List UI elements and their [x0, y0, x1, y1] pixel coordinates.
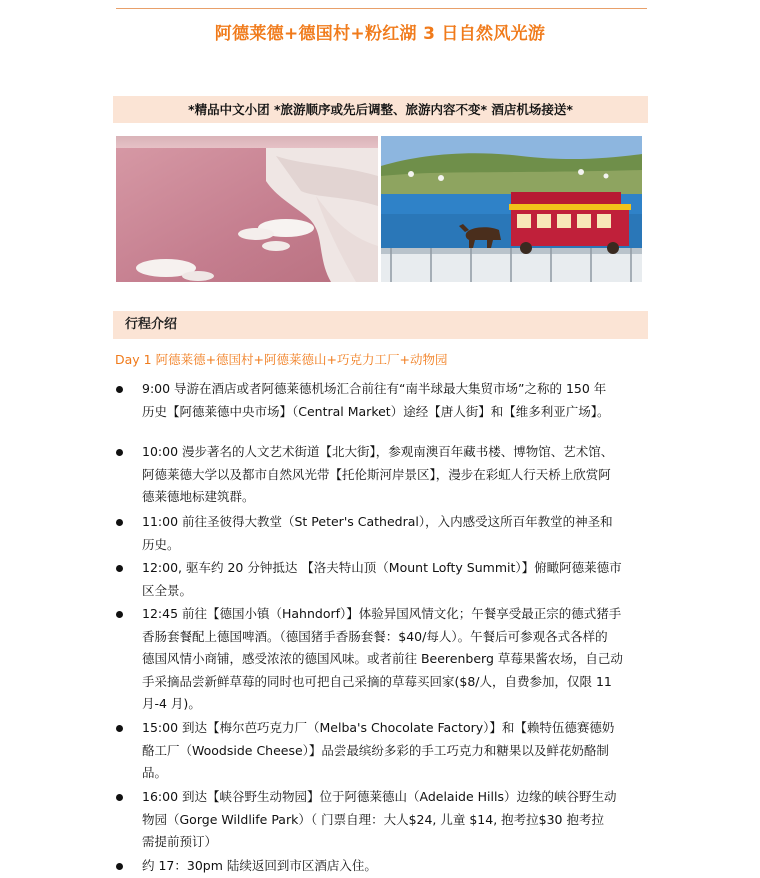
bullet-icon	[116, 519, 123, 526]
list-item: 12:00, 驱车约 20 分钟抵达 【洛夫特山顶（Mount Lofty Summit）】俯瞰阿德莱德市 区全景。	[142, 557, 650, 602]
list-item: 16:00 到达【峡谷野生动物园】位于阿德莱德山（Adelaide Hills）边缘的峡谷野生动 物园（Gorge Wildlife Park）（ 门票自理：大人$24, 儿童 $14, 抱考拉$30 抱考拉 需提前预订）	[142, 786, 650, 854]
list-item: 10:00 漫步著名的人文艺术街道【北大街】，参观南澳百年藏书楼、博物馆、艺术馆、 阿德莱德大学以及都市自然风光带【托伦斯河岸景区】，漫步在彩虹人行天桥上欣赏阿 德莱德地标建筑群。	[142, 441, 650, 509]
list-item: 15:00 到达【梅尔芭巧克力厂（Melba's Chocolate Factory）】和【赖特伍德赛德奶 酪工厂（Woodside Cheese）】品尝最缤纷多彩的手工巧克力和糖果以及鲜花奶酪制 品。	[142, 717, 650, 785]
pink-lake-photo	[116, 136, 378, 282]
bullet-icon	[116, 449, 123, 456]
bullet-icon	[116, 611, 123, 618]
bullet-icon	[116, 863, 123, 870]
bullet-icon	[116, 794, 123, 801]
list-item: 9:00 导游在酒店或者阿德莱德机场汇合前往有“南半球最大集贸市场”之称的 150 年 历史【阿德莱德中央市场】（Central Market）途经【唐人街】和【维多利亚广场】。	[142, 378, 650, 423]
bullet-icon	[116, 725, 123, 732]
tagline-banner: *精品中文小团 *旅游顺序或先后调整、旅游内容不变* 酒店机场接送*	[113, 96, 648, 123]
top-rule	[116, 8, 647, 9]
list-item: 约 17：30pm 陆续返回到市区酒店入住。	[142, 855, 650, 878]
page-title: 阿德莱德+德国村+粉红湖 3 日自然风光游	[214, 24, 546, 44]
section-heading-itinerary: 行程介绍	[113, 311, 648, 339]
bullet-icon	[116, 565, 123, 572]
list-item: 11:00 前往圣彼得大教堂（St Peter's Cathedral），入内感受这所百年教堂的神圣和 历史。	[142, 511, 650, 556]
bullet-icon	[116, 386, 123, 393]
horse-tram-photo	[381, 136, 642, 282]
day1-heading: Day 1 阿德莱德+德国村+阿德莱德山+巧克力工厂+动物园	[115, 352, 448, 367]
list-item: 12:45 前往【德国小镇（Hahndorf）】体验异国风情文化；午餐享受最正宗的德式猪手 香肠套餐配上德国啤酒。（德国猪手香肠套餐：$40/每人）。午餐后可参观各式各样的 德国风情小商铺，感受浓浓的德国风味。或者前往 Beerenberg 草莓果酱农场，自己动 手采摘品尝新鲜草莓的同时也可把自己采摘的草莓买回家($8/人，自费参加，仅限 11 月-4 月)。	[142, 603, 650, 716]
